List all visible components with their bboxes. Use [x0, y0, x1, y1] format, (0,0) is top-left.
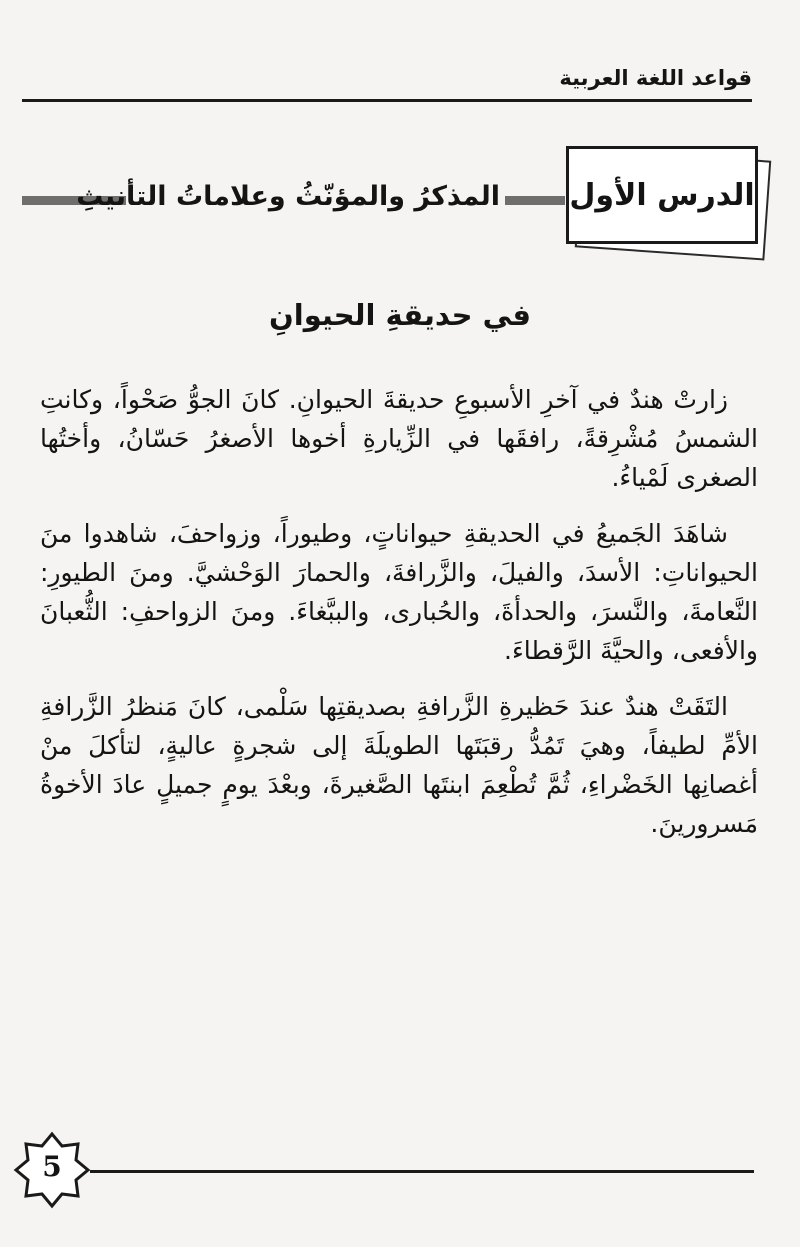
footer-divider	[90, 1170, 754, 1173]
header-divider	[22, 99, 752, 102]
body-text	[40, 380, 758, 860]
section-title: في حديقةِ الحيوانِ	[269, 298, 531, 332]
lesson-label: الدرس الأول	[569, 177, 755, 213]
lesson-label-box	[566, 146, 758, 244]
paragraph: زارتْ هندٌ في آخرِ الأسبوعِ حديقةَ الحيوانِ. كانَ الجوُّ صَحْواً، وكانتِ الشمسُ مُشْرِقةً، رافقَها في الزِّيارةِ أخوها الأصغرُ حَسّانُ، وأختُها الصغرى لَمْياءُ.	[40, 385, 758, 492]
page-number: 5	[42, 1150, 62, 1183]
paragraph: التَقَتْ هندٌ عندَ حَظيرةِ الزَّرافةِ بصديقتِها سَلْمى، كانَ مَنظرُ الزَّرافةِ الأمِّ لطيفاً، وهيَ تَمُدُّ رقبَتَها الطويلَةَ إلى شجرةٍ عاليةٍ، لتأكلَ منْ أغصانِها الخَضْراءِ، ثُمَّ تُطْعِمَ ابنتَها الصَّغيرةَ، وبعْدَ يومٍ جميلٍ عادَ الأخوةُ مَسرورينَ.	[40, 692, 758, 838]
banner-bar-right	[505, 196, 565, 205]
lesson-title: المذكرُ والمؤنّثُ وعلاماتُ التأنيثِ	[76, 181, 500, 212]
running-header-title: قواعد اللغة العربية	[559, 66, 752, 90]
paragraph: شاهَدَ الجَميعُ في الحديقةِ حيواناتٍ، وطيوراً، وزواحفَ، شاهدوا منَ الحيواناتِ: الأسدَ، والفيلَ، والزَّرافةَ، والحمارَ الوَحْشيَّ. ومنَ الطيورِ: النَّعامةَ، والنَّسرَ، والحدأةَ، والحُبارى، والببَّغاءَ. ومنَ الزواحفِ: الثُّعبانَ والأفعى، والحيَّةَ الرَّقطاءَ.	[40, 519, 758, 665]
